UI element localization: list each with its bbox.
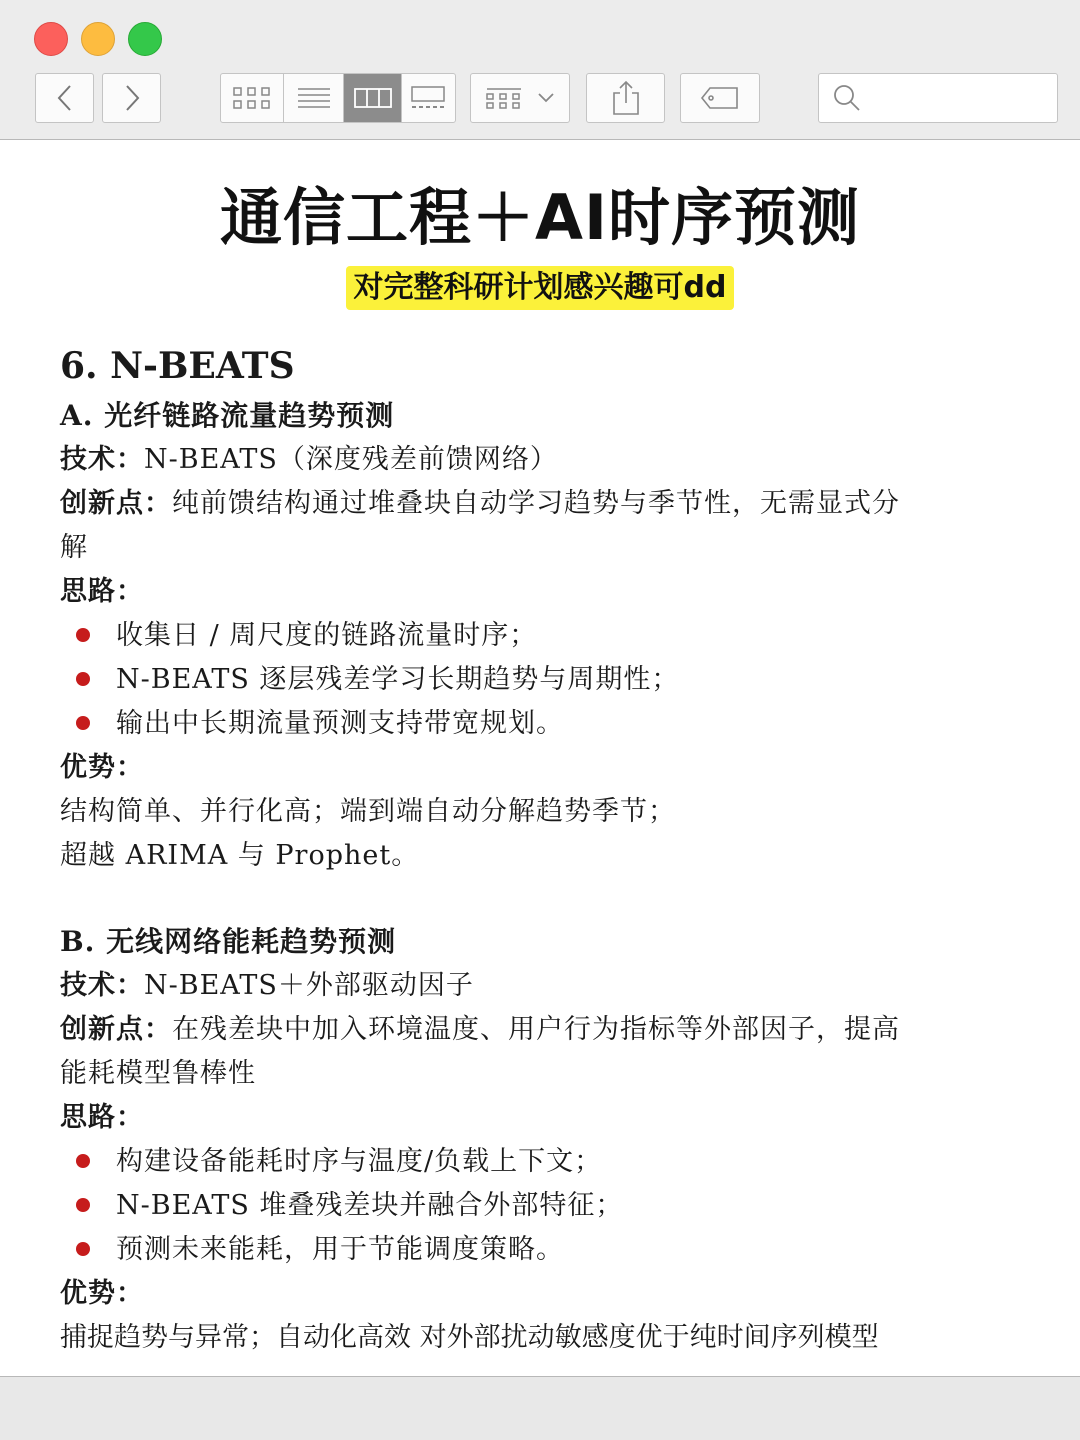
list-item: N-BEATS 堆叠残差块并融合外部特征；: [116, 1190, 624, 1221]
window-bottom-bar: [0, 1376, 1080, 1440]
part-b-title: B. 无线网络能耗趋势预测: [60, 925, 397, 958]
tech-label: 技术：: [60, 970, 144, 1001]
gallery-view-icon: [410, 85, 446, 111]
part-b-innovation: [60, 1008, 900, 1052]
part-a-innovation-cont: 解: [60, 532, 88, 563]
subtitle-highlight: 对完整科研计划感兴趣可dd: [346, 266, 735, 310]
group-by-button[interactable]: [470, 73, 570, 123]
list-item: 输出中长期流量预测支持带宽规划。: [116, 708, 564, 739]
document-content: [0, 140, 1080, 1376]
back-icon: [55, 83, 75, 113]
minimize-window-button[interactable]: [81, 22, 115, 56]
innovation-label: 创新点：: [60, 1014, 172, 1045]
tech-value: N-BEATS（深度残差前馈网络）: [144, 444, 558, 475]
list-item: 构建设备能耗时序与温度/负载上下文；: [116, 1146, 603, 1177]
search-field[interactable]: [818, 73, 1058, 123]
list-view-button[interactable]: [283, 74, 343, 122]
column-view-icon: [354, 87, 392, 109]
part-b-adv-label: 优势：: [60, 1278, 144, 1309]
view-mode-selector: [220, 73, 456, 123]
gallery-view-button[interactable]: [401, 74, 454, 122]
section-heading: 6. N-BEATS: [60, 345, 295, 387]
list-item: 预测未来能耗，用于节能调度策略。: [116, 1234, 564, 1265]
innovation-value: 在残差块中加入环境温度、用户行为指标等外部因子，提高: [172, 1014, 900, 1045]
grid-view-icon: [232, 85, 272, 111]
part-b-idea-label: 思路：: [60, 1102, 144, 1133]
part-a-adv-1: 结构简单、并行化高；端到端自动分解趋势季节；: [60, 796, 676, 827]
close-window-button[interactable]: [34, 22, 68, 56]
group-icon: [485, 86, 525, 110]
share-button[interactable]: [586, 73, 665, 123]
search-icon: [833, 84, 861, 112]
share-icon: [611, 80, 641, 116]
bullet-icon: [76, 1154, 90, 1168]
page-title: 通信工程＋AI时序预测: [219, 181, 861, 254]
forward-button[interactable]: [102, 73, 161, 123]
list-item: N-BEATS 逐层残差学习长期趋势与周期性；: [116, 664, 680, 695]
tag-icon: [700, 86, 740, 110]
bullet-icon: [76, 1242, 90, 1256]
part-a-tech: [60, 438, 558, 482]
part-a-title: A. 光纤链路流量趋势预测: [60, 399, 395, 432]
chevron-down-icon: [537, 92, 555, 104]
subtitle-wrapper: [0, 266, 1080, 310]
list-item: 收集日 / 周尺度的链路流量时序；: [116, 620, 538, 651]
zoom-window-button[interactable]: [128, 22, 162, 56]
window-toolbar: [0, 0, 1080, 140]
tech-value: N-BEATS＋外部驱动因子: [144, 970, 474, 1001]
part-b-adv-1: 捕捉趋势与异常；自动化高效 对外部扰动敏感度优于纯时间序列模型: [60, 1322, 879, 1353]
innovation-label: 创新点：: [60, 488, 172, 519]
part-a-adv-label: 优势：: [60, 752, 144, 783]
tech-label: 技术：: [60, 444, 144, 475]
bullet-icon: [76, 716, 90, 730]
back-button[interactable]: [35, 73, 94, 123]
part-b-innovation-cont: 能耗模型鲁棒性: [60, 1058, 256, 1089]
part-b-tech: [60, 964, 474, 1008]
list-view-icon: [297, 86, 331, 110]
icon-view-button[interactable]: [221, 74, 283, 122]
innovation-value: 纯前馈结构通过堆叠块自动学习趋势与季节性，无需显式分: [172, 488, 900, 519]
part-a-adv-2: 超越 ARIMA 与 Prophet。: [60, 840, 420, 871]
bullet-icon: [76, 1198, 90, 1212]
tag-button[interactable]: [680, 73, 760, 123]
forward-icon: [122, 83, 142, 113]
bullet-icon: [76, 628, 90, 642]
bullet-icon: [76, 672, 90, 686]
part-a-innovation: [60, 482, 900, 526]
part-a-idea-label: 思路：: [60, 576, 144, 607]
column-view-button[interactable]: [343, 74, 401, 122]
